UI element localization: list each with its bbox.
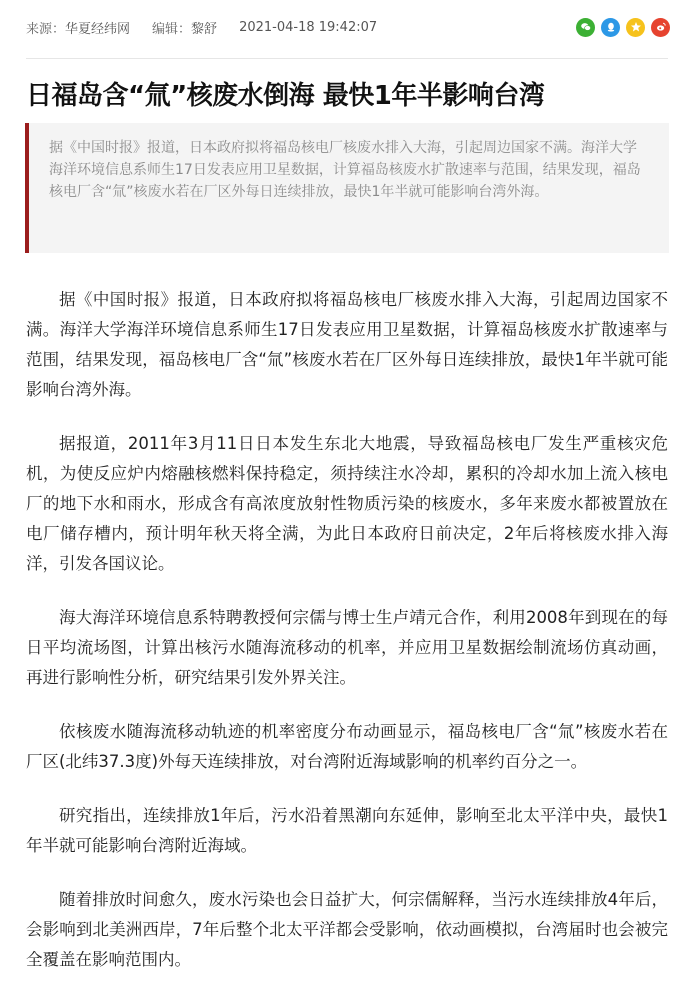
editor-label: 编辑： — [152, 21, 192, 37]
article-paragraph: 依核废水随海流移动轨迹的机率密度分布动画显示，福岛核电厂含“氚”核废水若在厂区(北纬37.3度)外每天连续排放，对台湾附近海域影响的机率约百分之一。 — [26, 722, 668, 771]
share-wechat-button[interactable] — [576, 18, 595, 37]
share-buttons — [576, 18, 670, 37]
editor-info — [152, 18, 217, 37]
qq-icon — [605, 21, 617, 33]
share-qzone-button[interactable] — [626, 18, 645, 37]
article-title: 日福岛含“氚”核废水倒海 最快1年半影响台湾 — [26, 81, 545, 111]
publish-datetime: 2021-04-18 19:42:07 — [239, 19, 378, 35]
source-label: 来源： — [26, 21, 66, 37]
source-name[interactable]: 华夏经纬网 — [65, 21, 131, 37]
weibo-icon — [655, 21, 667, 33]
editor-name: 黎舒 — [191, 21, 218, 37]
star-icon — [630, 21, 642, 33]
source-info — [26, 18, 130, 37]
meta-divider — [26, 58, 668, 59]
article-paragraph: 研究指出，连续排放1年后，污水沿着黑潮向东延伸，影响至北太平洋中央，最快1年半就可能影响台湾附近海域。 — [26, 806, 668, 855]
share-qq-button[interactable] — [601, 18, 620, 37]
article-paragraph: 随着排放时间愈久，废水污染也会日益扩大，何宗儒解释，当污水连续排放4年后，会影响到北美洲西岸，7年后整个北太平洋都会受影响，依动画模拟，台湾届时也会被完全覆盖在影响范围内。 — [26, 890, 668, 969]
wechat-icon — [580, 21, 592, 33]
article-paragraph: 海大海洋环境信息系特聘教授何宗儒与博士生卢靖元合作，利用2008年到现在的每日平均流场图，计算出核污水随海流移动的机率，并应用卫星数据绘制流场仿真动画，再进行影响性分析，研究结果引发外界关注。 — [26, 608, 668, 687]
article-paragraph: 据报道，2011年3月11日日本发生东北大地震，导致福岛核电厂发生严重核灾危机，为使反应炉内熔融核燃料保持稳定，须持续注水冷却，累积的冷却水加上流入核电厂的地下水和雨水，形成含有高浓度放射性物质污染的核废水，多年来废水都被置放在电厂储存槽内，预计明年秋天将全满，为此日本政府日前决定，2年后将核废水排入海洋，引发各国议论。 — [26, 434, 668, 573]
article-paragraph: 据《中国时报》报道，日本政府拟将福岛核电厂核废水排入大海，引起周边国家不满。海洋大学海洋环境信息系师生17日发表应用卫星数据，计算福岛核废水扩散速率与范围，结果发现，福岛核电厂含“氚”核废水若在厂区外每日连续排放，最快1年半就可能影响台湾外海。 — [26, 290, 668, 399]
share-weibo-button[interactable] — [651, 18, 670, 37]
article-meta-bar — [26, 10, 668, 44]
article-body — [26, 285, 668, 999]
article-summary: 据《中国时报》报道，日本政府拟将福岛核电厂核废水排入大海，引起周边国家不满。海洋大学海洋环境信息系师生17日发表应用卫星数据，计算福岛核废水扩散速率与范围，结果发现，福岛核电厂含“氚”核废水若在厂区外每日连续排放，最快1年半就可能影响台湾外海。 — [25, 123, 669, 253]
